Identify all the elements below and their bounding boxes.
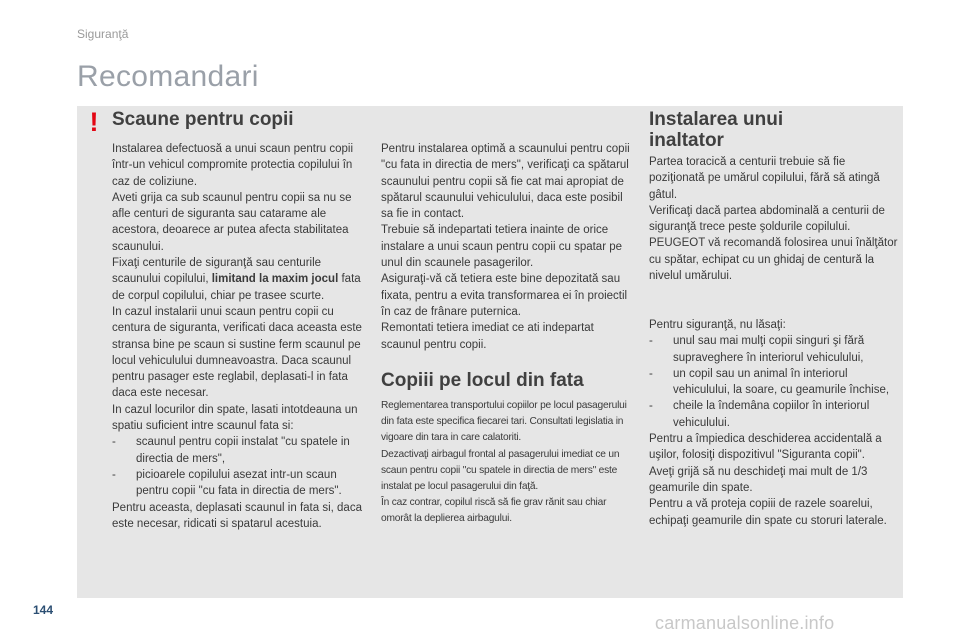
list-item-text: picioarele copilului asezat intr-un scaun pentru copii "cu fata in directia de mers". bbox=[136, 468, 342, 498]
list-item bbox=[649, 366, 899, 399]
paragraph bbox=[112, 255, 364, 304]
list-item-text: unul sau mai mulţi copii singuri şi fără supraveghere în interiorul vehiculului, bbox=[673, 335, 865, 364]
dash-marker: - bbox=[649, 335, 653, 348]
booster-text bbox=[649, 154, 899, 284]
paragraph: Aveti grija ca sub scaunul pentru copii sa nu se afle centuri de siguranta sau catarame ale acestora, deoarece ar putea afecta stabilitatea scaunului. bbox=[112, 191, 352, 253]
list-item bbox=[649, 333, 899, 366]
warning-icon: ! bbox=[89, 107, 99, 137]
paragraph: Verificaţi dacă partea abdominală a centurii de siguranţă trece peste şoldurile copilului. bbox=[649, 204, 885, 234]
safety-text bbox=[649, 317, 899, 529]
list-item bbox=[112, 467, 364, 500]
paragraph: Asiguraţi-vă că tetiera este bine depozitată sau fixata, pentru a evita transformarea ei în proiectil în caz de frânare puternica. bbox=[381, 273, 628, 318]
paragraph: În caz contrar, copilul riscă să fie grav rănit sau chiar omorât la deplierea airbagului. bbox=[381, 497, 607, 525]
dash-marker: - bbox=[112, 468, 116, 481]
paragraph: Pentru instalarea optimă a scaunului pentru copii "cu fata in directia de mers", verificaţi ca spătarul scaunului pentru copii să fie cat mai apropiat de spătarul scaunului vehiculului, daca este posibil sa fie in contact. bbox=[381, 143, 630, 221]
dash-marker: - bbox=[649, 367, 653, 380]
paragraph: Instalarea defectuosă a unui scaun pentru copii într-un vehicul compromite protectia copilului în caz de coliziune. bbox=[112, 143, 354, 188]
child-seats-column-1 bbox=[112, 141, 364, 532]
paragraph: PEUGEOT vă recomandă folosirea unui înălţător cu spătar, echipat cu un ghidaj de centură la nivelul umărului. bbox=[649, 237, 898, 283]
dash-marker: - bbox=[649, 400, 653, 413]
section-label: Siguranţă bbox=[77, 27, 129, 41]
list-item-text: cheile la îndemâna copiilor în interiorul vehiculului. bbox=[673, 400, 870, 429]
list-item-text: un copil sau un animal în interiorul vehiculului, la soare, cu geamurile închise, bbox=[673, 367, 890, 397]
text-run: fata de corpul copilului, chiar pe trasee scurte. bbox=[112, 273, 361, 302]
paragraph: Pentru aceasta, deplasati scaunul in fata si, daca este necesar, ridicati si spatarul acestuia. bbox=[112, 501, 362, 530]
emphasis-text: limitand la maxim jocul bbox=[211, 273, 339, 286]
paragraph: Trebuie să indepartati tetiera inainte de orice instalare a unui scaun pentru copii cu spatar pe unul din scaunele pasagerilor. bbox=[381, 224, 623, 270]
paragraph: Partea toracică a centurii trebuie să fie poziţionată pe umărul copilului, fără să atingă gâtul. bbox=[649, 156, 880, 201]
front-seat-text bbox=[381, 398, 633, 528]
paragraph: Reglementarea transportului copiilor pe locul pasagerului din fata este specifica fiecarei tari. Consultati legislatia in vigoare din tara in care calatoriti. bbox=[381, 400, 627, 444]
list-item bbox=[649, 398, 899, 431]
heading-front-seat: Copiii pe locul din fata bbox=[381, 370, 584, 391]
paragraph: Pentru siguranţă, nu lăsaţi: bbox=[649, 319, 786, 331]
watermark: carmanualsonline.info bbox=[655, 613, 835, 633]
text-run: Fixaţi centurile de siguranţă sau centurile scaunului copilului, bbox=[112, 257, 322, 286]
paragraph: Dezactivaţi airbagul frontal al pasagerului imediat ce un scaun pentru copii "cu spatele in directia de mers" este instalat pe locul pasagerului din faţă. bbox=[381, 448, 620, 493]
paragraph: Pentru a vă proteja copiii de razele soarelui, echipaţi geamurile din spate cu storuri laterale. bbox=[649, 498, 887, 527]
heading-child-seats: Scaune pentru copii bbox=[112, 109, 294, 130]
paragraph: In cazul instalarii unui scaun pentru copii cu centura de siguranta, verificati daca aceasta este stransa bine pe scaun si sustine ferm scaunul pe locul vehiculului dumneavoastra. Daca scaunul pentru pasager este reglabil, deplasati-l in fata daca este necesar. bbox=[112, 305, 362, 400]
dash-marker: - bbox=[112, 436, 116, 449]
paragraph: Remontati tetiera imediat ce ati indepartat scaunul pentru copii. bbox=[381, 322, 594, 351]
child-seats-column-2 bbox=[381, 141, 633, 353]
list-item bbox=[112, 434, 364, 467]
heading-booster: Instalarea unui inaltator bbox=[649, 109, 784, 151]
paragraph: Aveţi grijă să nu deschideţi mai mult de 1/3 geamurile din spate. bbox=[649, 465, 868, 494]
paragraph: Pentru a împiedica deschiderea accidentală a uşilor, folosiţi dispozitivul "Siguranta copii". bbox=[649, 433, 882, 462]
page-title: Recomandari bbox=[77, 60, 259, 93]
page-number: 144 bbox=[33, 603, 54, 617]
paragraph: In cazul locurilor din spate, lasati intotdeauna un spatiu suficient intre scaunul fata si: bbox=[112, 403, 358, 433]
list-item-text: scaunul pentru copii instalat "cu spatele in directia de mers", bbox=[136, 436, 350, 465]
